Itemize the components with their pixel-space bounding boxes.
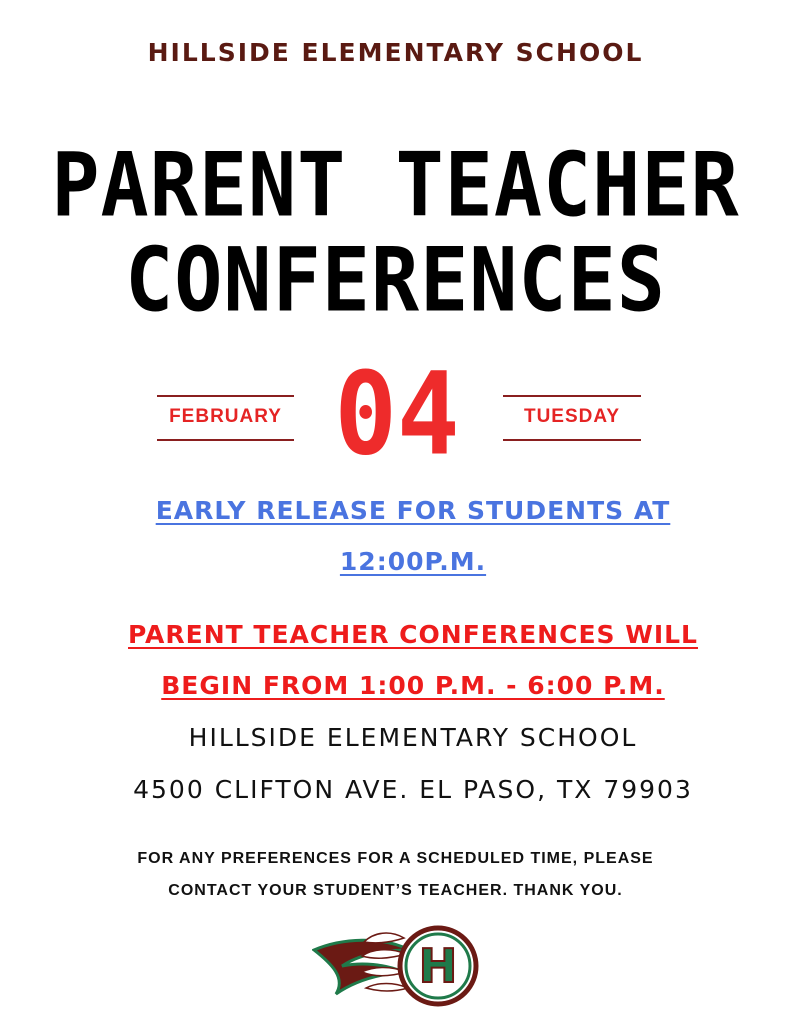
- month-bottom-rule: [157, 439, 294, 441]
- school-header: HILLSIDE ELEMENTARY SCHOOL: [147, 38, 644, 67]
- logo-letter: H: [418, 939, 458, 993]
- location-address: 4500 CLIFTON AVE. EL PASO, TX 79903: [133, 775, 693, 804]
- footer-note-line-2: CONTACT YOUR STUDENT’S TEACHER. THANK YOU.: [168, 882, 623, 899]
- title-line-2: CONFERENCES: [125, 229, 666, 332]
- conferences-line-2: BEGIN FROM 1:00 P.M. - 6:00 P.M.: [161, 671, 665, 700]
- title-line-1: PARENT TEACHER: [51, 134, 740, 237]
- month-top-rule: [157, 395, 294, 397]
- early-release-line-1: EARLY RELEASE FOR STUDENTS AT: [155, 496, 671, 525]
- conferences-line-1: PARENT TEACHER CONFERENCES WILL: [128, 620, 698, 649]
- weekday-label: TUESDAY: [523, 406, 621, 427]
- weekday-bottom-rule: [503, 439, 641, 441]
- early-release-line-2: 12:00P.M.: [339, 547, 487, 576]
- location-name: HILLSIDE ELEMENTARY SCHOOL: [188, 723, 638, 752]
- hillside-headdress-logo-icon: [312, 920, 480, 1012]
- weekday-top-rule: [503, 395, 641, 397]
- month-label: FEBRUARY: [169, 406, 282, 427]
- day-number: 04: [334, 346, 460, 482]
- footer-note-line-1: FOR ANY PREFERENCES FOR A SCHEDULED TIME, PLEASE: [137, 850, 654, 867]
